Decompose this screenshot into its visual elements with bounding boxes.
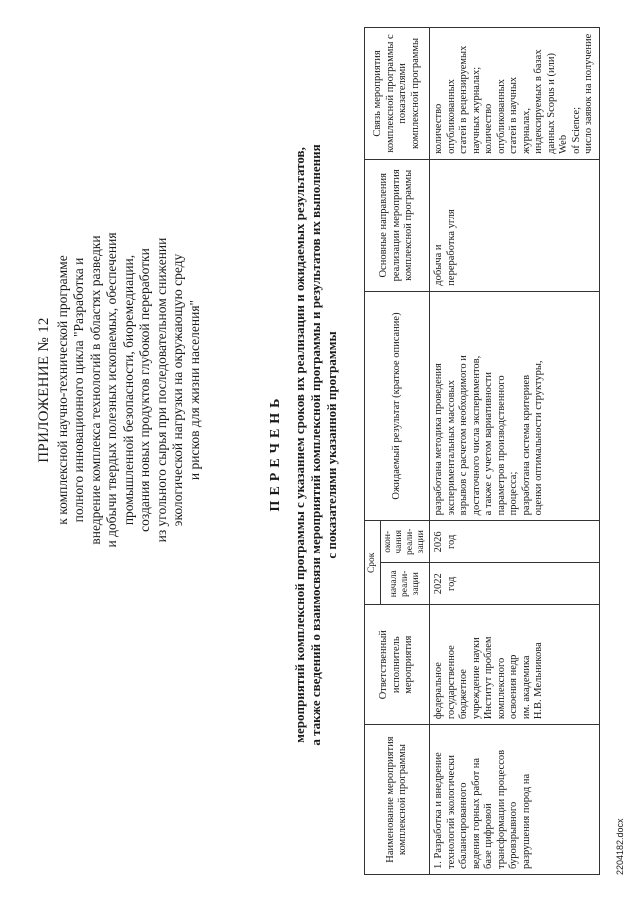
cell-line: 2026 — [433, 531, 444, 553]
header-executor: Ответственный исполнитель мероприятия — [365, 605, 430, 725]
cell-line: базе цифровой — [483, 803, 494, 869]
cell-line: им. академика — [520, 655, 532, 720]
header-result: Ожидаемый результат (краткое описание) — [365, 291, 430, 521]
header-directions: Основные направления реализации мероприятия комплексной программы — [365, 159, 430, 291]
cell-line: разработана методика проведения — [433, 363, 444, 516]
header-link: Связь мероприятия комплексной программы с показателями комплексной программы — [365, 28, 430, 160]
appendix-block — [36, 175, 203, 605]
cell-start — [430, 563, 600, 605]
cell-line: оценки оптимальности структуры, — [533, 360, 544, 516]
cell-line: разработана система критериев — [520, 374, 532, 516]
title-line: мероприятий комплексной программы с указанием сроков их реализации и ожидаемых результатов, — [292, 147, 307, 743]
cell-line: индексируемых в базах — [533, 49, 544, 154]
cell-line: количество опубликованных — [433, 79, 457, 154]
cell-line: технологий экологически — [445, 755, 457, 869]
cell-line: а также с учетом вариативности — [483, 372, 494, 516]
cell-line: переработка угля — [445, 209, 457, 286]
cell-line: статей в научных журналах, — [508, 76, 532, 154]
table-row — [430, 28, 600, 875]
header-name: Наименование мероприятия комплексной программы — [365, 725, 430, 875]
table-header-row — [365, 28, 381, 875]
cell-line: Н.В. Мельникова — [533, 642, 544, 720]
cell-line: разрушения пород на — [520, 773, 532, 869]
cell-line: учреждение науки — [470, 637, 482, 720]
document-title — [292, 65, 340, 825]
cell-end — [430, 521, 600, 563]
cell-line: ведения горных работ на — [470, 757, 482, 869]
appendix-line: и рисков для жизни населения" — [186, 299, 202, 481]
cell-line: взрывов с расчетом необходимого и — [458, 355, 469, 516]
appendix-line: экологической нагрузки на окружающую среду — [170, 253, 185, 527]
cell-line: процесса; — [508, 471, 519, 516]
cell-line: год — [445, 576, 457, 591]
cell-link — [430, 28, 600, 160]
cell-line: 1. Разработка и внедрение — [433, 752, 444, 869]
cell-directions — [430, 159, 600, 291]
cell-line: добыча и — [433, 244, 444, 286]
title-line: а также сведений о взаимосвязи мероприятий комплексной программы и результатов их выполнения — [308, 144, 323, 746]
document-heading: ПЕРЕЧЕНЬ — [268, 393, 283, 512]
cell-line: of Science; — [570, 106, 582, 154]
cell-line: комплексного — [495, 657, 507, 720]
cell-line: федеральное — [433, 662, 444, 720]
appendix-line: к комплексной научно-технической программе — [54, 255, 70, 525]
cell-line: число заявок на получение — [583, 33, 594, 154]
appendix-line: полного инновационного цикла "Разработка и — [71, 257, 86, 523]
cell-line: научных журналах; — [470, 66, 482, 154]
cell-executor — [430, 605, 600, 725]
header-term: Срок — [365, 521, 381, 605]
cell-result — [430, 291, 600, 521]
cell-line: бюджетное — [458, 669, 469, 720]
cell-line: количество опубликованных — [483, 79, 507, 154]
appendix-line: из угольного сырья при последовательном снижении — [153, 237, 169, 543]
cell-line: сбалансированного — [458, 782, 469, 869]
cell-line: статей в рецензируемых — [458, 45, 469, 154]
cell-line: достаточного числа экспериментов, — [470, 355, 482, 516]
appendix-line: создания новых продуктов глубокой переработки — [137, 248, 152, 532]
appendix-line: и добычи твердых полезных ископаемых, обеспечения — [104, 232, 119, 548]
cell-line: 2022 — [433, 573, 444, 595]
cell-line: экспериментальных массовых — [445, 380, 457, 516]
file-name-footer: 2204182.docx — [615, 818, 625, 875]
cell-line: освоения недр — [508, 654, 519, 720]
cell-line: данных Scopus и (или) Web — [545, 53, 569, 154]
header-start: начала реали-зации — [381, 563, 430, 605]
appendix-line: промышленной безопасности, биоремедиации, — [120, 254, 136, 526]
cell-line: год — [445, 534, 457, 549]
cell-line: параметров производственного — [495, 375, 507, 516]
measures-table — [364, 27, 600, 875]
appendix-line: внедрение комплекса технологий в областях разведки — [87, 235, 103, 545]
cell-line: государственное — [445, 645, 457, 720]
cell-line: Институт проблем — [483, 636, 494, 720]
appendix-heading: ПРИЛОЖЕНИЕ № 12 — [36, 317, 52, 463]
title-line: с показателями указанной программы — [324, 331, 339, 559]
header-end: окон-чания реали-зации — [381, 521, 430, 563]
cell-line: буровзрывного — [508, 801, 519, 869]
cell-name — [430, 725, 600, 875]
cell-line: трансформации процессов — [495, 749, 507, 869]
